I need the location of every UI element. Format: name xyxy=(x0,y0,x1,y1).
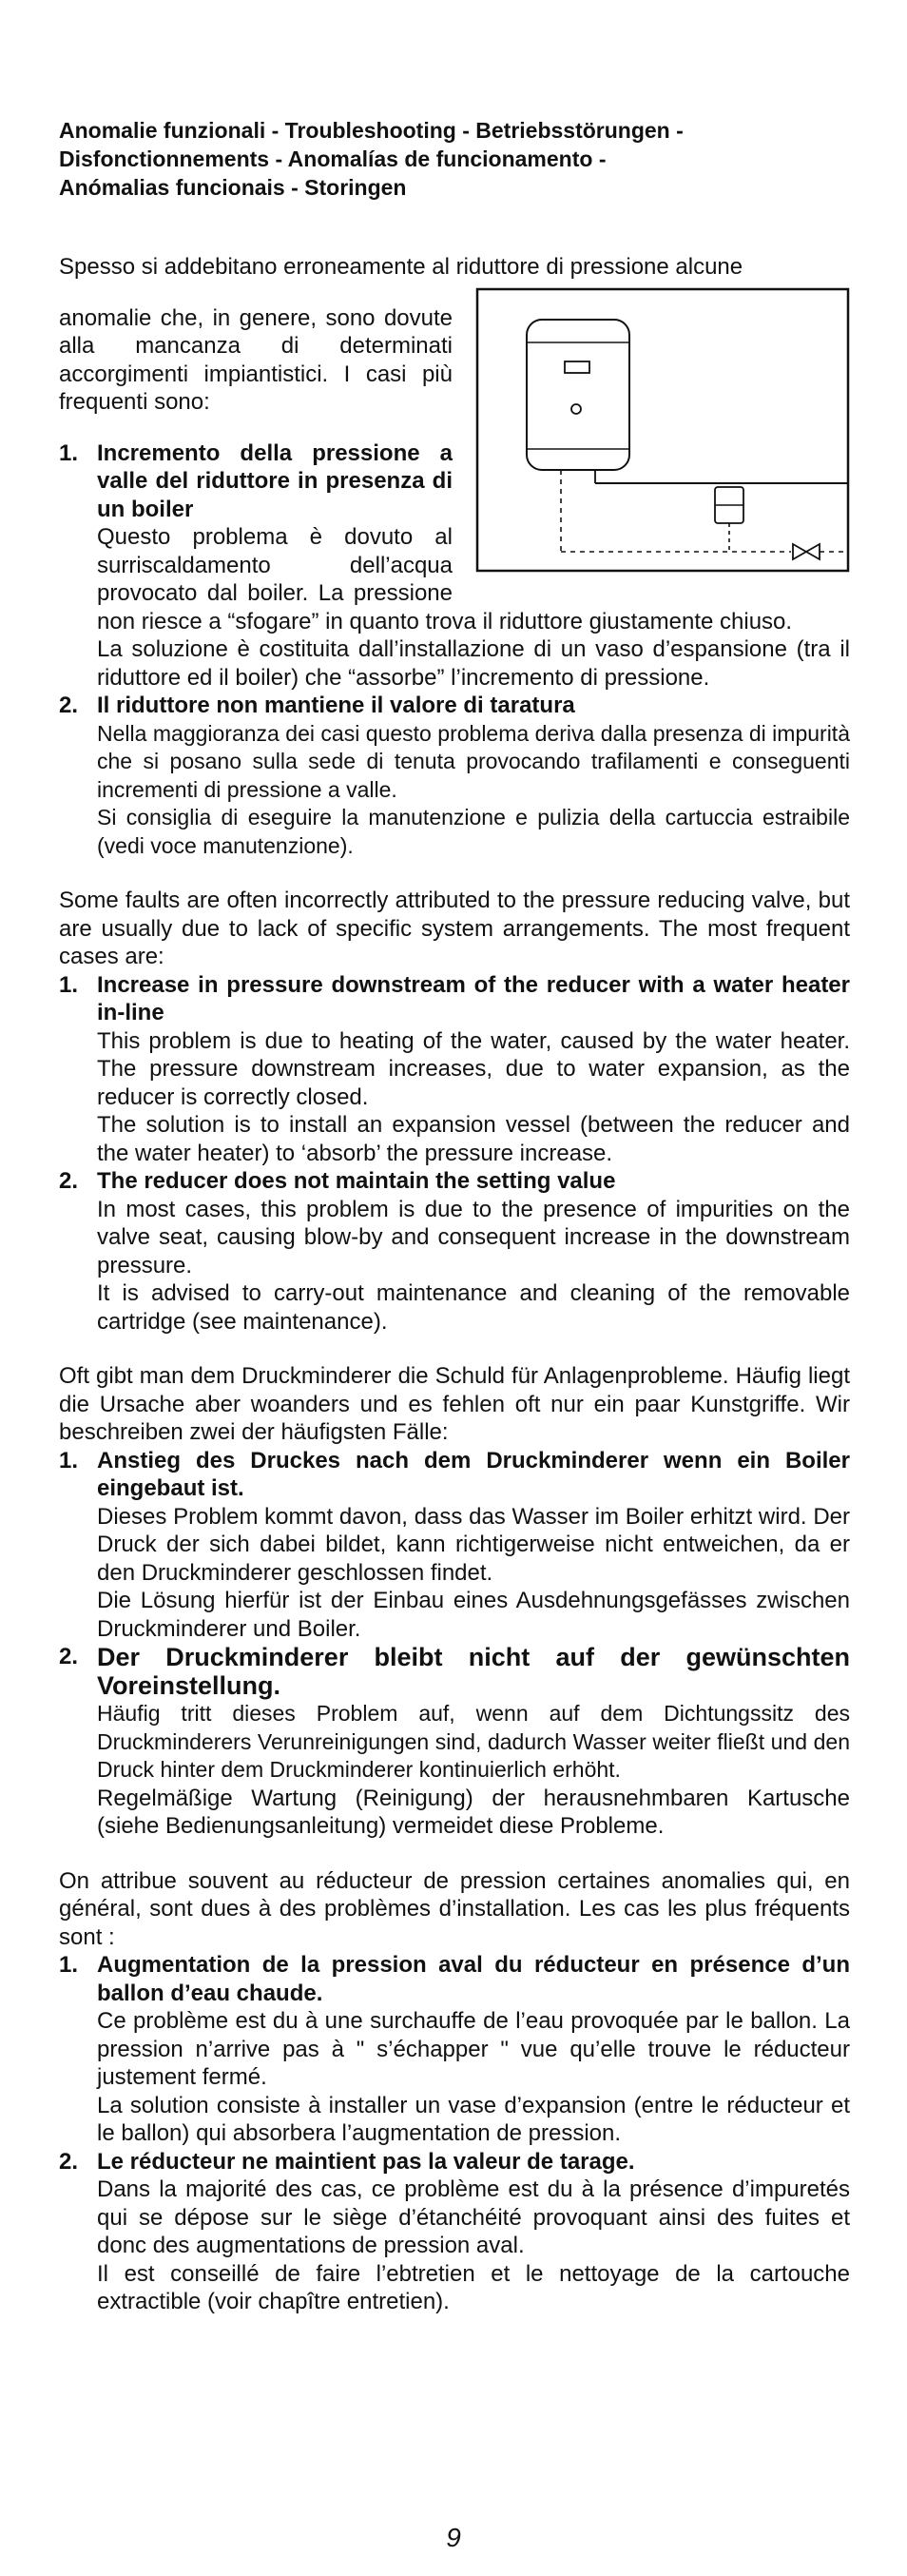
page-heading xyxy=(59,116,850,202)
item-title: Anstieg des Druckes nach dem Druckminderer wenn ein Boiler eingebaut ist. xyxy=(97,1447,850,1501)
intro-text: Oft gibt man dem Druckminderer die Schuld für Anlagenprobleme. Häufig liegt die Ursache aber woanders und es fehlen oft nur ein paar Kunstgriffe. Wir beschreiben zwei der häufigsten Fälle: xyxy=(59,1363,850,1445)
item-text: Si consiglia di eseguire la manutenzione e pulizia della cartuccia estraibile (vedi voce manutenzione). xyxy=(97,805,850,858)
item-text: Die Lösung hierfür ist der Einbau eines Ausdehnungsgefässes zwischen Druckminderer und Boiler. xyxy=(97,1588,850,1642)
item-number: 1. xyxy=(59,1447,79,1473)
list-item xyxy=(59,1643,850,1841)
heading-line-3: Anómalias funcionais - Storingen xyxy=(59,175,407,200)
item-title: Der Druckminderer bleibt nicht auf der gewünschten Voreinstellung. xyxy=(97,1643,850,1700)
list-item xyxy=(59,1447,850,1644)
item-text: It is advised to carry-out maintenance and cleaning of the removable cartridge (see maintenance). xyxy=(97,1280,850,1335)
item-number: 1. xyxy=(59,1952,79,1978)
item-text: Häufig tritt dieses Problem auf, wenn auf dem Dichtungssitz des Druckminderers Verunreinigungen sind, dadurch Wasser weiter fließt und den Druck hinter dem Druckminderer kontinuierlich erhöht. xyxy=(97,1701,850,1782)
item-title: Augmentation de la pression aval du réducteur en présence d’un ballon d’eau chaude. xyxy=(97,1952,850,2006)
item-title: Il riduttore non mantiene il valore di taratura xyxy=(97,693,575,718)
intro-first-line: Spesso si addebitano erroneamente al riduttore di pressione alcune xyxy=(59,254,743,280)
section-french xyxy=(59,1867,850,2316)
item-title: Increase in pressure downstream of the reducer with a water heater in-line xyxy=(97,971,850,1025)
item-text: La solution consiste à installer un vase d’expansion (entre le réducteur et le ballon) qui absorbera l’augmentation de pression. xyxy=(97,2092,850,2146)
item-text: Ce problème est du à une surchauffe de l’eau provoquée par le ballon. La pression n’arrive pas à " s’échapper " vue qu’elle trouve le réducteur justement fermé. xyxy=(97,2008,850,2090)
list-item xyxy=(59,2148,850,2316)
item-text: Dans la majorité des cas, ce problème est du à la présence d’impuretés qui se dépose sur le siège d’étanchéité provoquant ainsi des fuites et donc des augmentations de pression aval. xyxy=(97,2176,850,2258)
section-german xyxy=(59,1362,850,1841)
section-english xyxy=(59,887,850,1336)
list-item xyxy=(59,1167,850,1336)
item-number: 1. xyxy=(59,439,79,466)
item-title: Le réducteur ne maintient pas la valeur de tarage. xyxy=(97,2148,635,2175)
item-number: 2. xyxy=(59,2148,79,2175)
heading-line-2: Disfonctionnements - Anomalías de funcionamento - xyxy=(59,146,607,171)
item-number: 1. xyxy=(59,971,79,998)
item-number: 2. xyxy=(59,1168,79,1194)
item-title: The reducer does not maintain the setting value xyxy=(97,1168,616,1194)
list-item xyxy=(59,971,850,1168)
item-title: Incremento della pressione a valle del riduttore in presenza di un boiler xyxy=(97,439,453,522)
item-text: Nella maggioranza dei casi questo problema deriva dalla presenza di impurità che si posano sulla sede di tenuta provocando trafilamenti e conseguenti incrementi di pressione a valle. xyxy=(97,720,850,802)
intro-text: Some faults are often incorrectly attributed to the pressure reducing valve, but are usually due to lack of specific system arrangements. The most frequent cases are: xyxy=(59,888,850,969)
item-text: In most cases, this problem is due to the presence of impurities on the valve seat, causing blow-by and consequent increase in the downstream pressure. xyxy=(97,1196,850,1278)
item-number: 2. xyxy=(59,1644,79,1669)
intro-text: anomalie che, in genere, sono dovute alla mancanza di determinati accorgimenti impiantistici. I casi più frequenti sono: xyxy=(59,304,453,415)
item-text: La soluzione è costituita dall’installazione di un vaso d’espansione (tra il riduttore ed il boiler) che “assorbe” l’incremento di pressione. xyxy=(97,636,850,691)
item-number: 2. xyxy=(59,693,79,718)
item-text: Il est conseillé de faire l’ebtretien et le nettoyage de la cartouche extractible (voir chapître entretien). xyxy=(97,2260,850,2314)
item-text: Dieses Problem kommt davon, dass das Wasser im Boiler erhitzt wird. Der Druck der sich dabei bildet, kann richtigerweise nicht entweichen, da er den Druckminderer geschlossen findet. xyxy=(97,1503,850,1586)
section-italian xyxy=(59,253,850,860)
list-item xyxy=(59,1951,850,2148)
item-text: Regelmäßige Wartung (Reinigung) der herausnehmbaren Kartusche (siehe Bedienungsanleitung) vermeidet diese Probleme. xyxy=(97,1785,850,1839)
heading-line-1: Anomalie funzionali - Troubleshooting - Betriebsstörungen - xyxy=(59,118,684,143)
page-number: 9 xyxy=(446,2523,461,2552)
item-text: Questo problema è dovuto al surriscaldamento dell’acqua provocato dal boiler. La pressione non riesce a “sfogare” in quanto trova il riduttore giustamente chiuso. xyxy=(97,524,793,634)
list-item xyxy=(59,439,850,693)
item-text: The solution is to install an expansion vessel (between the reducer and the water heater) to ‘absorb’ the pressure increase. xyxy=(97,1112,850,1166)
item-text: This problem is due to heating of the water, caused by the water heater. The pressure downstream increases, due to water expansion, as the reducer is correctly closed. xyxy=(97,1027,850,1110)
list-item xyxy=(59,692,850,860)
intro-text: On attribue souvent au réducteur de pression certaines anomalies qui, en général, sont dues à des problèmes d’installation. Les cas les plus fréquents sont : xyxy=(59,1867,850,1950)
document-page xyxy=(59,116,850,2343)
